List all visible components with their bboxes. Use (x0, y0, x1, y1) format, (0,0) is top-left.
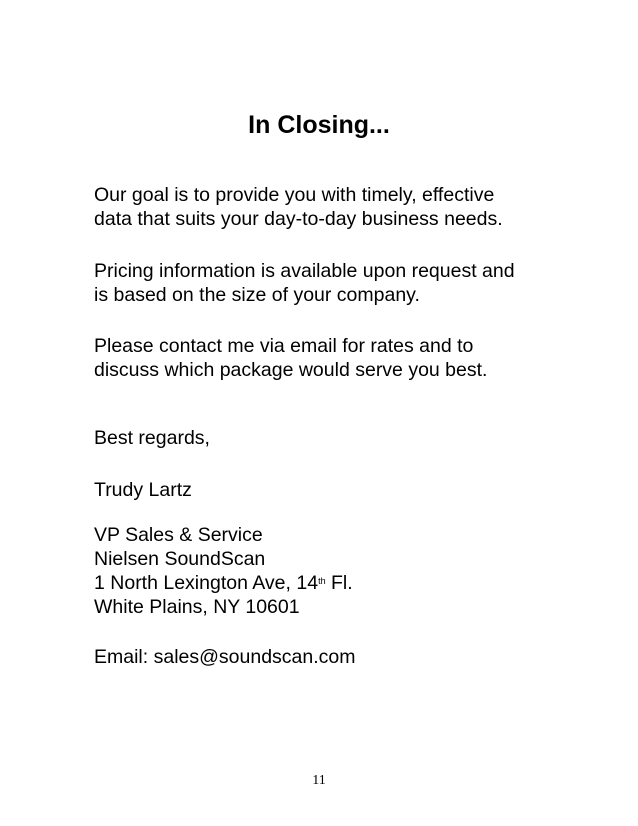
signature-block (94, 523, 614, 619)
email-line: Email: sales@soundscan.com (94, 646, 356, 668)
signer-address (94, 571, 614, 595)
contact-line-1: Please contact me via email for rates and to (94, 335, 474, 357)
contact-paragraph (94, 334, 614, 382)
signer-role: VP Sales & Service (94, 524, 263, 546)
goal-line-2: data that suits your day-to-day business needs. (94, 208, 503, 230)
address-suffix: Fl. (325, 572, 353, 594)
contact-line-2: discuss which package would serve you best. (94, 359, 488, 381)
signer-city-state-zip: White Plains, NY 10601 (94, 596, 300, 618)
pricing-line-1: Pricing information is available upon request and (94, 260, 515, 282)
closing-salutation: Best regards, (94, 427, 210, 449)
goal-paragraph (94, 183, 614, 231)
pricing-line-2: is based on the size of your company. (94, 284, 420, 306)
signer-name: Trudy Lartz (94, 479, 192, 501)
page-title: In Closing... (248, 111, 390, 139)
pricing-paragraph (94, 259, 614, 307)
address-ordinal-suffix: th (318, 576, 326, 586)
address-prefix: 1 North Lexington Ave, 14 (94, 572, 319, 594)
signer-company: Nielsen SoundScan (94, 548, 266, 570)
goal-line-1: Our goal is to provide you with timely, effective (94, 184, 495, 206)
page-number: 11 (312, 773, 326, 788)
